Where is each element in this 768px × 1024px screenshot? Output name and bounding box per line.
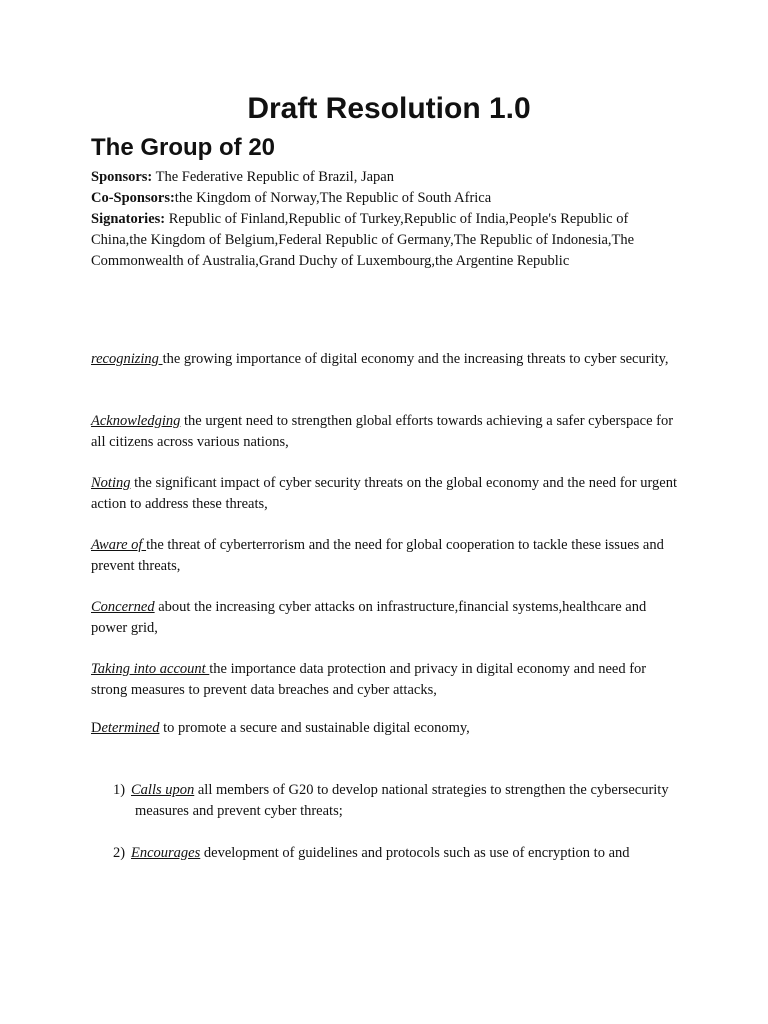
clause-number: 2): [113, 845, 126, 861]
clause-text: about the increasing cyber attacks on infrastructure,financial systems,healthcare and power grid,: [91, 599, 647, 636]
signatories-label: Signatories:: [91, 211, 166, 227]
clause-text: the significant impact of cyber security threats on the global economy and the need for urgent action to address these threats,: [91, 475, 678, 512]
clause-text: the threat of cyberterrorism and the need for global cooperation to tackle these issues and prevent threats,: [91, 537, 664, 574]
committee-name: The Group of 20: [91, 134, 276, 161]
document-title: Draft Resolution 1.0: [247, 92, 531, 125]
co-sponsors-value: the Kingdom of Norway,The Republic of South Africa: [174, 190, 492, 206]
operative-clause-1: [113, 780, 695, 822]
preamble-clause-2: [91, 411, 681, 453]
signatories-line: [91, 209, 671, 272]
sponsors-line: [91, 167, 671, 188]
clause-text: all members of G20 to develop national strategies to strengthen the cybersecurity measures and prevent cyber threats;: [135, 782, 669, 819]
clause-text: the growing importance of digital economy and the increasing threats to cyber security,: [162, 351, 669, 367]
co-sponsors-label: Co-Sponsors:: [91, 190, 175, 206]
preamble-clause-5: [91, 597, 681, 639]
clause-text: the importance data protection and privacy in digital economy and need for strong measures to prevent data breaches and cyber attacks,: [91, 661, 647, 698]
clause-keyword: Concerned: [91, 599, 155, 615]
clause-keyword-prefix: D: [91, 720, 102, 736]
clause-keyword: recognizing: [91, 351, 163, 367]
clause-text: the urgent need to strengthen global efforts towards achieving a safer cyberspace for all citizens across various nations,: [91, 413, 674, 450]
operative-clause-2: [113, 843, 695, 864]
preamble-clause-7: [91, 718, 681, 739]
sponsors-value: The Federative Republic of Brazil, Japan: [152, 169, 394, 185]
clause-text: to promote a secure and sustainable digital economy,: [159, 720, 470, 736]
preamble-clause-3: [91, 473, 681, 515]
clause-keyword: etermined: [101, 720, 160, 736]
signatories-value: Republic of Finland,Republic of Turkey,Republic of India,People's Republic of China,the Kingdom of Belgium,Federal Republic of Germany,The Republic of Indonesia,The Commonwealth of Australia,Grand Duchy of Luxembourg,the Argentine Republic: [91, 211, 635, 269]
clause-text: development of guidelines and protocols such as use of encryption to and: [200, 845, 630, 861]
preamble-clause-4: [91, 535, 681, 577]
clause-number: 1): [113, 782, 126, 798]
preamble-clause-1: [91, 349, 681, 370]
clause-keyword: Calls upon: [131, 782, 195, 798]
co-sponsors-line: [91, 188, 671, 209]
clause-keyword: Encourages: [131, 845, 201, 861]
preamble-clause-6: [91, 659, 681, 701]
clause-keyword: Taking into account: [91, 661, 210, 677]
clause-keyword: Acknowledging: [91, 413, 181, 429]
sponsors-label: Sponsors:: [91, 169, 153, 185]
clause-keyword: Noting: [91, 475, 131, 491]
clause-keyword: Aware of: [91, 537, 147, 553]
